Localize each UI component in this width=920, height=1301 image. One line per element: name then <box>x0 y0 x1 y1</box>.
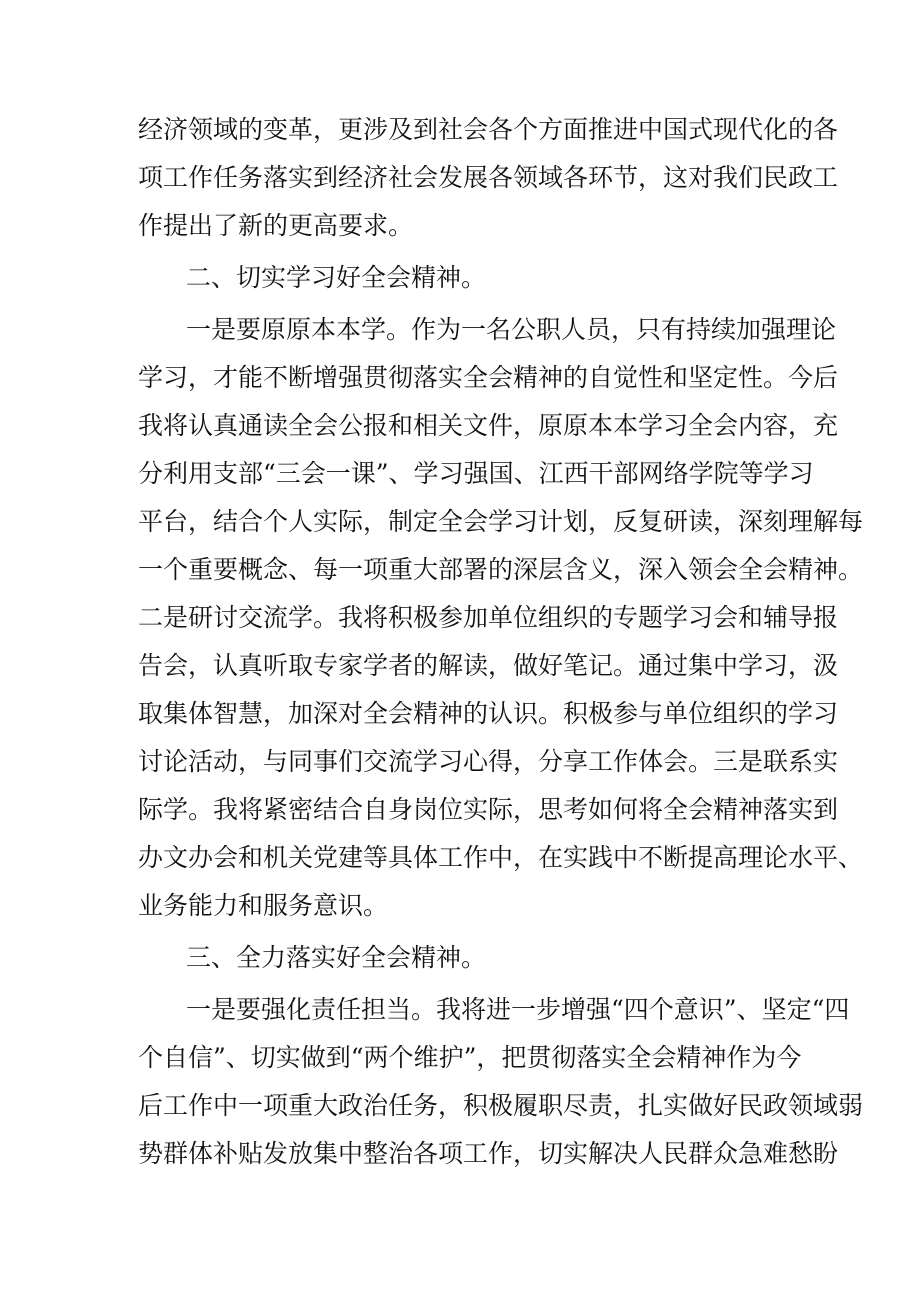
paragraph-line: 作提出了新的更高要求。 <box>138 211 414 240</box>
paragraph-line: 一是要原原本本学。作为一名公职人员，只有持续加强理论 <box>186 315 837 344</box>
section-heading-2: 二、切实学习好全会精神。 <box>186 263 487 292</box>
paragraph-line: 业务能力和服务意识。 <box>138 891 389 920</box>
paragraph-line: 办文办会和机关党建等具体工作中，在实践中不断提高理论水平、 <box>138 843 864 872</box>
paragraph-line: 个自信”、切实做到“两个维护”，把贯彻落实全会精神作为今 <box>138 1043 802 1072</box>
paragraph-line: 势群体补贴发放集中整治各项工作，切实解决人民群众急难愁盼 <box>138 1139 839 1168</box>
paragraph-line: 讨论活动，与同事们交流学习心得，分享工作体会。三是联系实 <box>138 747 839 776</box>
paragraph-line: 学习，才能不断增强贯彻落实全会精神的自觉性和坚定性。今后 <box>138 363 839 392</box>
paragraph-line: 一个重要概念、每一项重大部署的深层含义，深入领会全会精神。 <box>138 555 864 584</box>
paragraph-line: 一是要强化责任担当。我将进一步增强“四个意识”、坚定“四 <box>186 995 850 1024</box>
paragraph-line: 取集体智慧，加深对全会精神的认识。积极参与单位组织的学习 <box>138 699 839 728</box>
paragraph-line: 分利用支部“三会一课”、学习强国、江西干部网络学院等学习 <box>138 459 814 488</box>
paragraph-line: 平台，结合个人实际，制定全会学习计划，反复研读，深刻理解每 <box>138 507 864 536</box>
paragraph-line: 我将认真通读全会公报和相关文件，原原本本学习全会内容，充 <box>138 411 839 440</box>
section-heading-3: 三、全力落实好全会精神。 <box>186 943 487 972</box>
paragraph-line: 后工作中一项重大政治任务，积极履职尽责，扎实做好民政领域弱 <box>138 1091 864 1120</box>
paragraph-line: 告会，认真听取专家学者的解读，做好笔记。通过集中学习，汲 <box>138 651 839 680</box>
paragraph-line: 二是研讨交流学。我将积极参加单位组织的专题学习会和辅导报 <box>138 603 839 632</box>
paragraph-line: 项工作任务落实到经济社会发展各领域各环节，这对我们民政工 <box>138 163 839 192</box>
paragraph-line: 经济领域的变革，更涉及到社会各个方面推进中国式现代化的各 <box>138 115 839 144</box>
paragraph-line: 际学。我将紧密结合自身岗位实际，思考如何将全会精神落实到 <box>138 795 839 824</box>
